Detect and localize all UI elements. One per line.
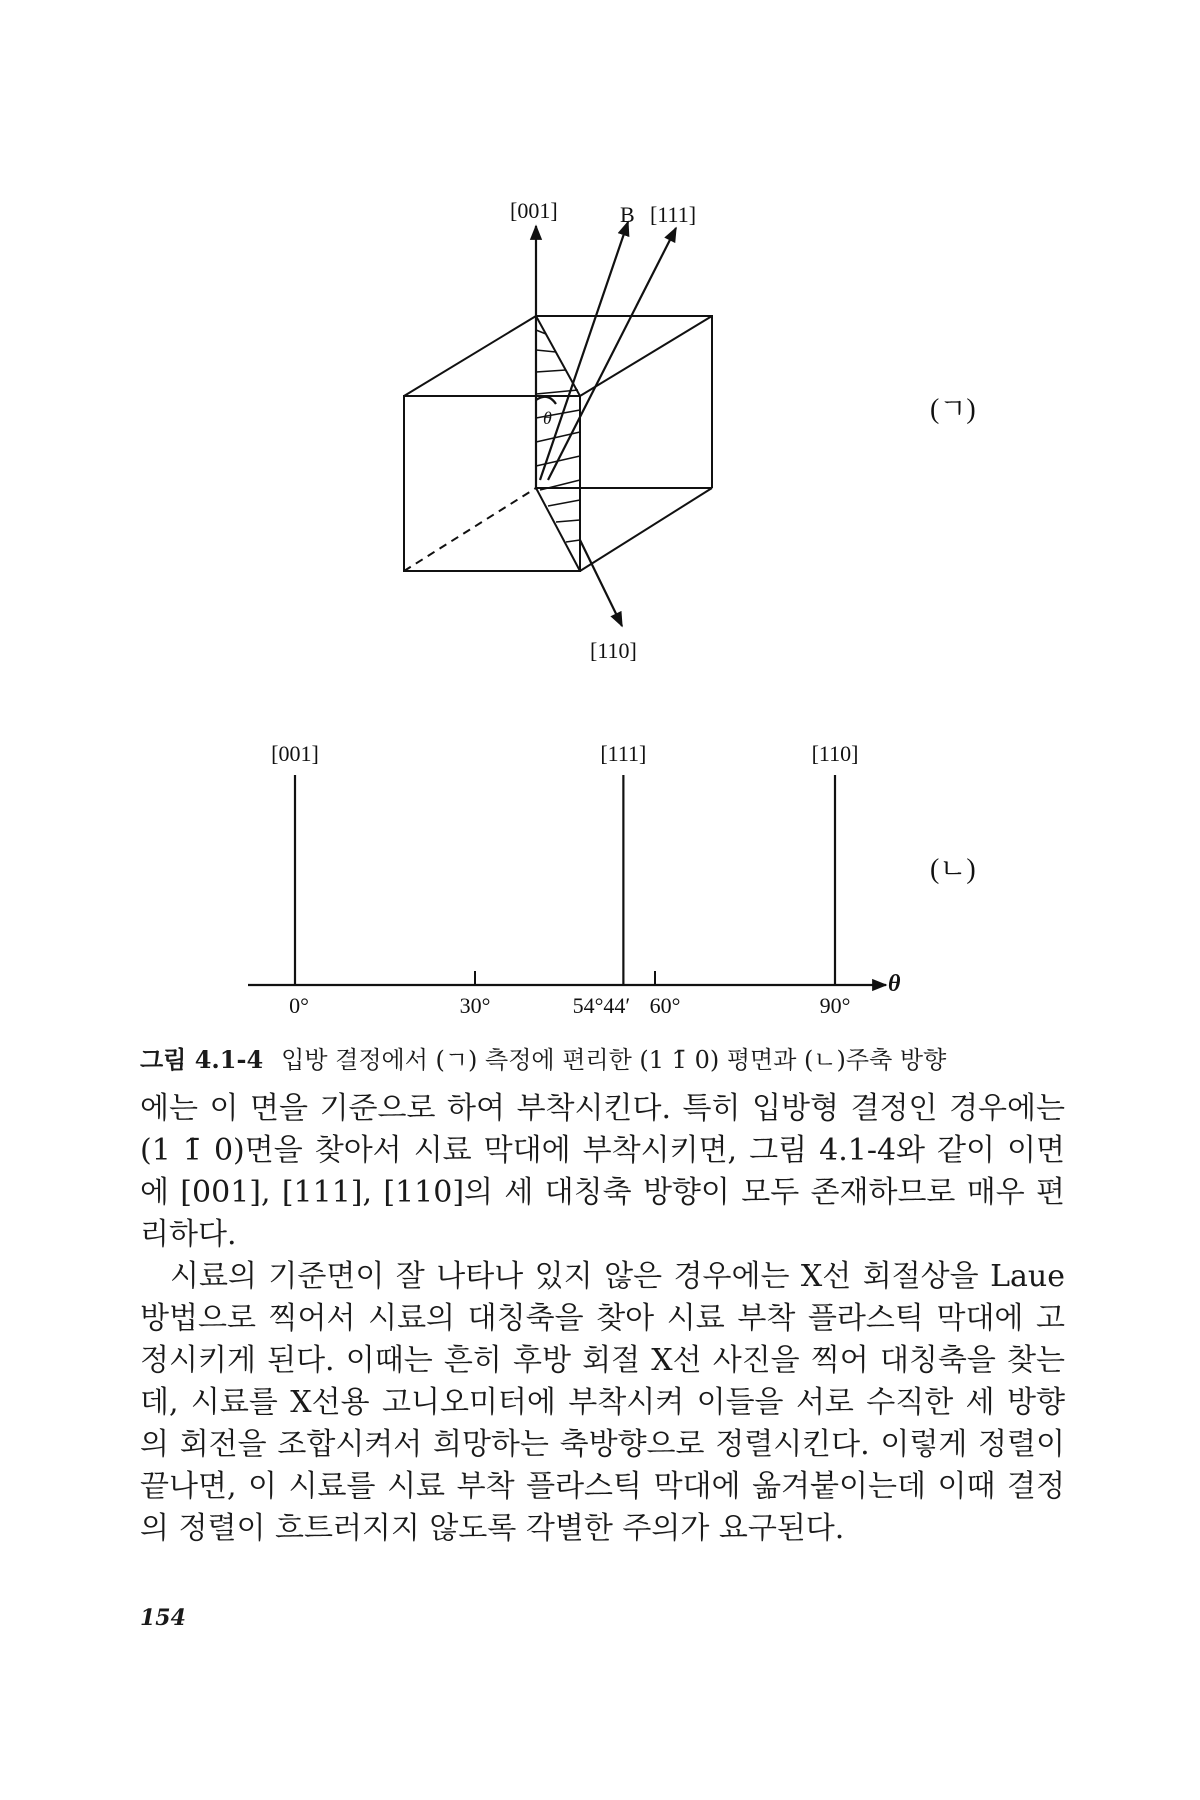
caption-label: 그림 4.1-4 — [140, 1045, 264, 1074]
label-B: B — [620, 202, 635, 227]
page-number: 154 — [140, 1605, 186, 1631]
panel-label-bottom: (ㄴ) — [930, 854, 976, 885]
theta-axis-label: θ — [888, 971, 901, 997]
cube-hidden-edge — [404, 488, 536, 571]
cube-edge-top-left — [404, 316, 536, 396]
caption-text: 입방 결정에서 (ㄱ) 측정에 편리한 (1 1̄ 0) 평면과 (ㄴ)주축 방향 — [281, 1046, 947, 1074]
label-theta: θ — [543, 408, 552, 428]
tick-label-3: 60° — [649, 993, 681, 1018]
paragraph-2: 시료의 기준면이 잘 나타나 있지 않은 경우에는 X선 회절상을 Laue 방법으로 찍어서 시료의 대칭축을 찾아 시료 부착 플라스틱 막대에 고정시키게 된다. 이때는 흔히 후방 회절 X선 사진을 찍어 대칭축을 찾는데, 시료를 X선용 고니오미터에 부착시켜 이들을 서로 수직한 세 방향의 회전을 조합시켜서 희망하는 축방향으로 정렬시킨다. 이렇게 정렬이 끝나면, 이 시료를 시료 부착 플라스틱 막대에 옮겨붙이는데 이때 결정의 정렬이 흐트러지지 않도록 각별한 주의가 요구된다. — [140, 1259, 1065, 1546]
cube-edge-bottom-right — [580, 488, 712, 571]
tick-label-1: 30° — [459, 993, 491, 1018]
paragraph-1: 에는 이 면을 기준으로 하여 부착시킨다. 특히 입방형 결정인 경우에는 (1 1̄ 0)면을 찾아서 시료 막대에 부착시키면, 그림 4.1-4와 같이 이면에 [001], [111], [110]의 세 대칭축 방향이 모두 존재하므로 매우 편리하다. — [140, 1091, 1065, 1252]
tick-label-0: 0° — [289, 993, 309, 1018]
label-dir-111: [111] — [650, 202, 697, 227]
theta-arc — [536, 397, 556, 404]
plane-edge-bottom — [536, 488, 580, 571]
stick-chart — [248, 741, 901, 1018]
cube-diagram — [404, 316, 712, 571]
label-dir-001: [001] — [510, 198, 558, 223]
plane-hatching — [536, 330, 580, 542]
cube-front-face — [404, 396, 580, 571]
cube-edge-top-right — [580, 316, 712, 396]
arrow-110 — [580, 540, 622, 626]
tick-label-4: 90° — [819, 993, 851, 1018]
label-dir-110: [110] — [590, 638, 637, 663]
body-text — [140, 1088, 1065, 1550]
direction-arrows — [536, 222, 676, 626]
stick-label-110: [110] — [811, 741, 859, 766]
stick-label-001: [001] — [271, 741, 319, 766]
stick-label-111: [111] — [600, 741, 647, 766]
tick-label-2: 54°44′ — [572, 993, 631, 1018]
panel-label-top: (ㄱ) — [930, 394, 976, 425]
figure-caption — [140, 1040, 1060, 1075]
cube-back-edges — [536, 316, 712, 488]
